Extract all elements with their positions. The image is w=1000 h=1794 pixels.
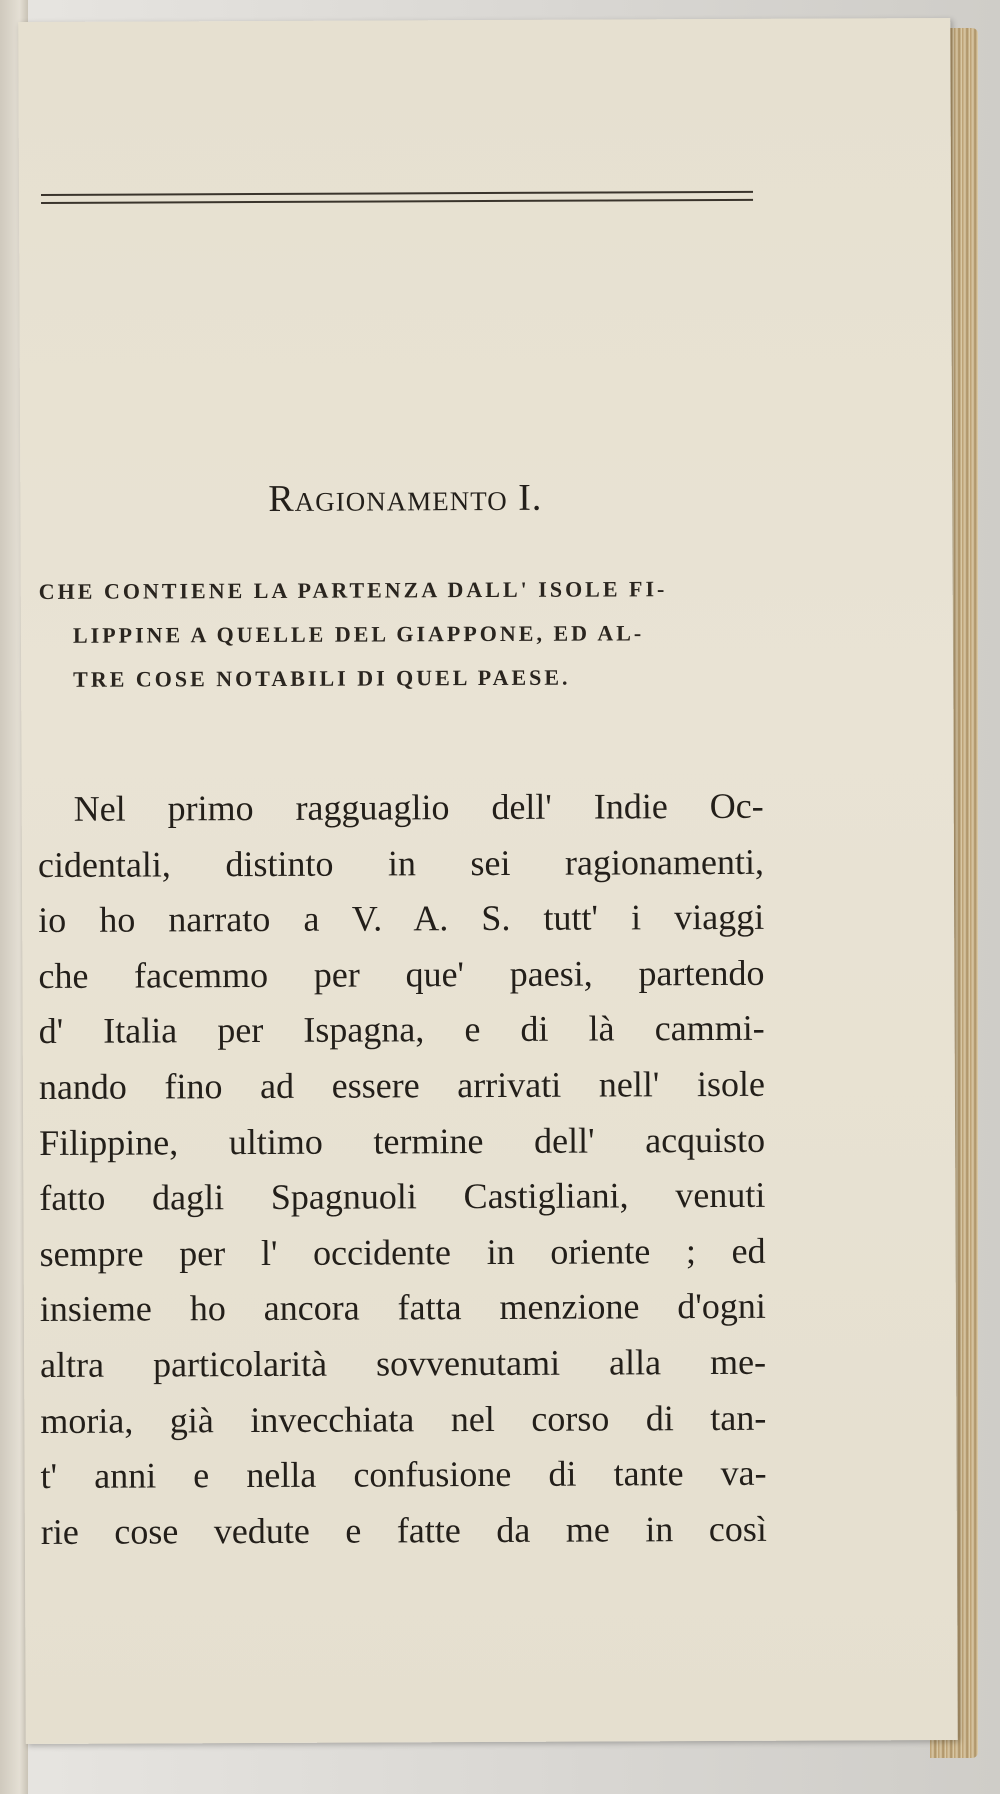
book-page [18, 18, 958, 1744]
body-line: sempre per l' occidente in oriente ; ed [39, 1230, 766, 1274]
body-line: rie cose vedute e fatte da me in così [40, 1508, 767, 1552]
body-line: Nel primo ragguaglio dell' Indie Oc- [73, 785, 764, 829]
body-line: d' Italia per Ispagna, e di là cammi- [38, 1008, 765, 1052]
summary-line: LIPPINE A QUELLE DEL GIAPPONE, ED AL- [72, 620, 645, 648]
chapter-summary [39, 567, 762, 702]
body-line: altra particolarità sovvenutami alla me- [40, 1341, 767, 1385]
header-rule-bottom [41, 199, 753, 204]
header-rule-top [41, 191, 753, 196]
body-line: nando fino ad essere arrivati nell' isole [38, 1063, 765, 1107]
body-line: t' anni e nella confusione di tante va- [40, 1452, 767, 1497]
body-line: che facemmo per que' paesi, partendo [38, 952, 765, 996]
body-line: moria, già invecchiata nel corso di tan- [40, 1397, 767, 1441]
body-line: insieme ho ancora fatta menzione d'ogni [39, 1286, 766, 1330]
chapter-heading: Ragionamento I. [268, 476, 543, 520]
body-paragraph [38, 779, 767, 1560]
body-line: io ho narrato a V. A. S. tutt' i viaggi [38, 896, 765, 941]
body-line: Filippine, ultimo termine dell' acquisto [39, 1119, 766, 1163]
summary-line: CHE CONTIENE LA PARTENZA DALL' ISOLE FI- [38, 576, 668, 604]
body-line: fatto dagli Spagnuoli Castigliani, venuti [39, 1174, 766, 1219]
summary-line: TRE COSE NOTABILI DI QUEL PAESE. [73, 664, 571, 692]
body-line: cidentali, distinto in sei ragionamenti, [37, 841, 765, 885]
